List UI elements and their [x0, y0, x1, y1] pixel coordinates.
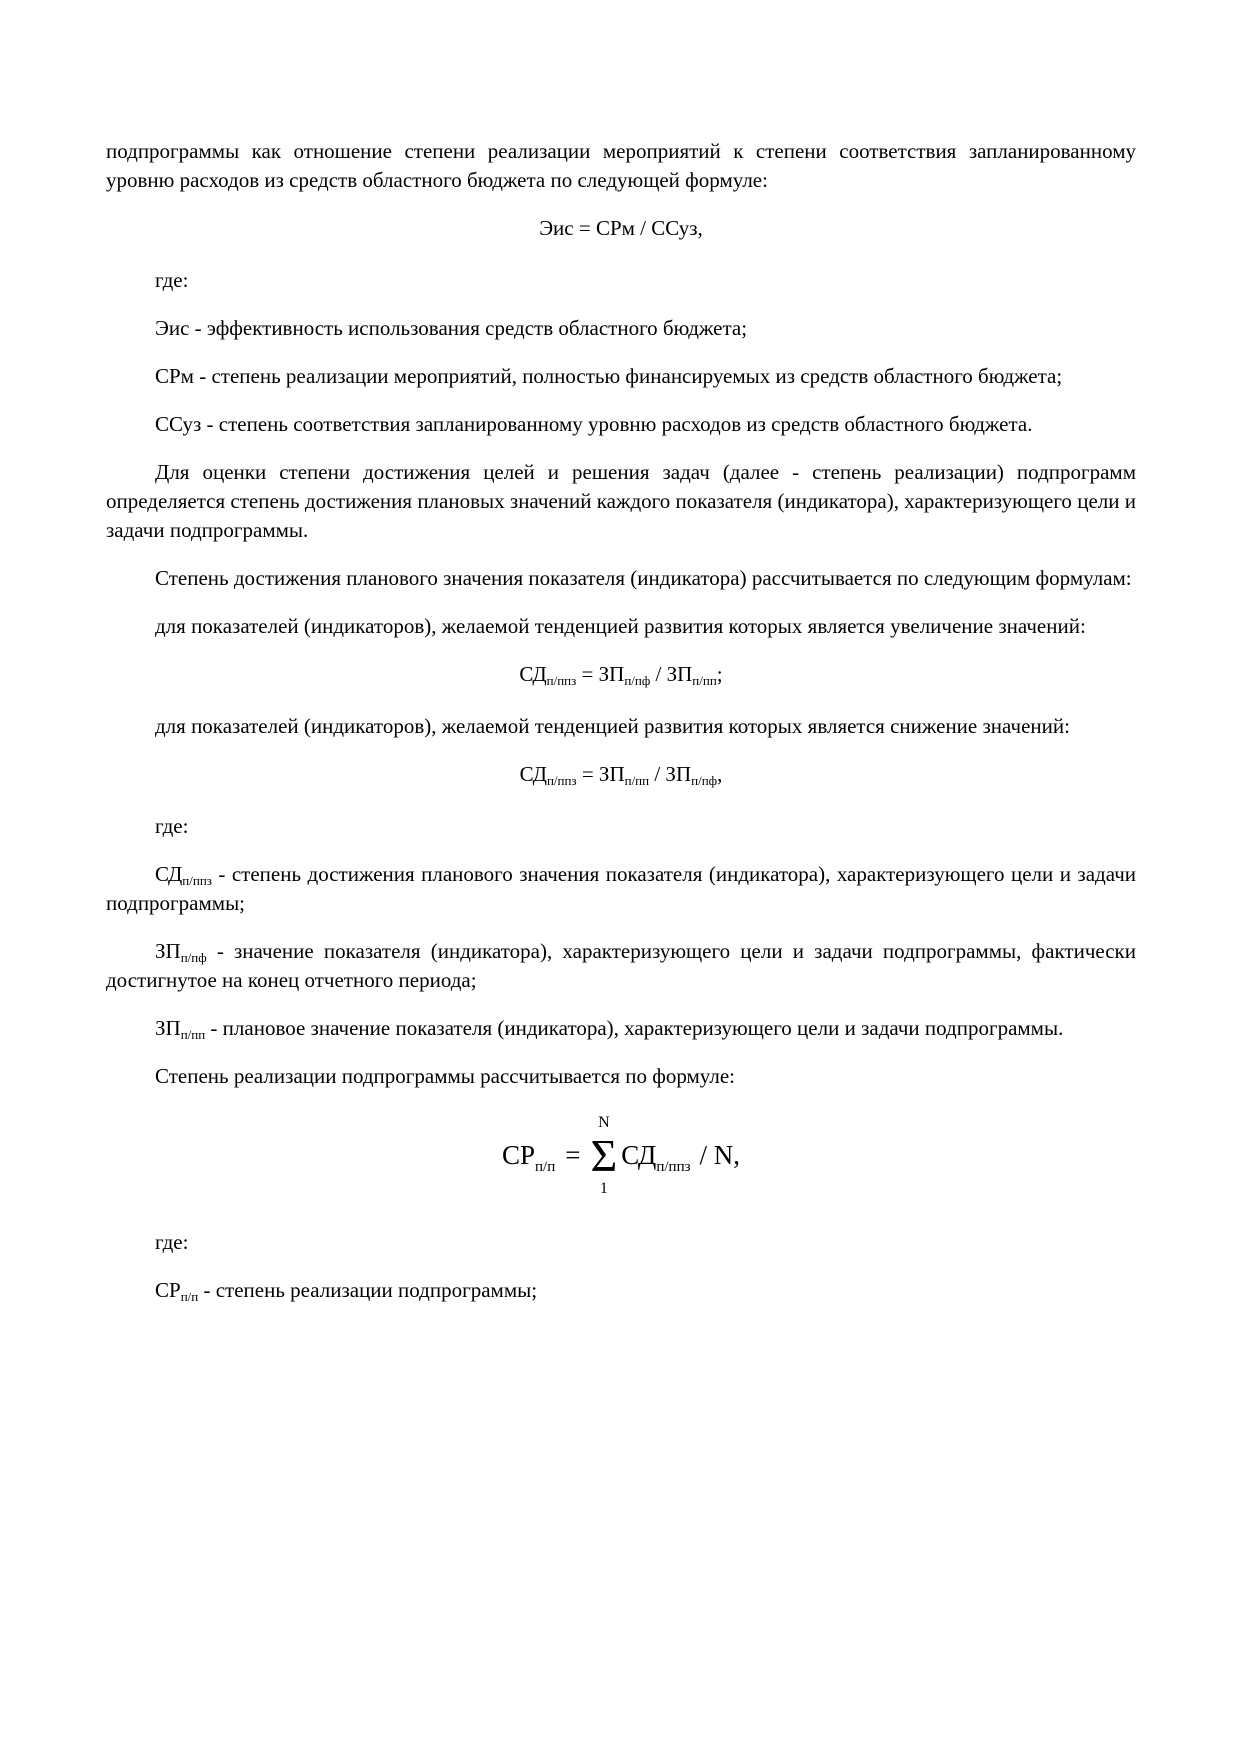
paragraph-snizhenie: для показателей (индикаторов), желаемой тенденцией развития которых является снижение значений:	[155, 714, 1070, 738]
paragraph-gde-3: где:	[155, 1230, 189, 1254]
definition-zp-pf	[106, 937, 1136, 995]
formula-subscript: п/пп	[692, 673, 717, 688]
term-base: ЗП	[155, 939, 181, 963]
formula-term: / ЗП	[649, 762, 692, 786]
summation-stack	[590, 1114, 617, 1198]
term-subscript: п/ппз	[656, 1159, 691, 1176]
equals-sign: =	[565, 1140, 581, 1171]
formula-term: = ЗП	[576, 762, 625, 786]
formula-subscript: п/ппз	[546, 773, 577, 788]
formula-sd-uvelichenie	[106, 660, 1136, 689]
term-subscript: п/ппз	[182, 873, 212, 888]
sigma-icon: Σ	[590, 1130, 618, 1181]
term-subscript: п/пф	[180, 950, 207, 965]
definition-text: - значение показателя (индикатора), характеризующего цели и задачи подпрограммы, фактически достигнутое на конец отчетного периода;	[106, 939, 1136, 992]
paragraph-intro: подпрограммы как отношение степени реализации мероприятий к степени соответствия запланированному уровню расходов из средств областного бюджета по следующей формуле:	[106, 139, 1136, 192]
paragraph-sr-intro: Степень реализации подпрограммы рассчитывается по формуле:	[155, 1064, 736, 1088]
formula-sd-snizhenie	[106, 760, 1136, 789]
definition-text: - плановое значение показателя (индикатора), характеризующего цели и задачи подпрограммы.	[205, 1016, 1064, 1040]
definition-text: - степень реализации подпрограммы;	[198, 1278, 538, 1302]
formula-term: ,	[717, 762, 723, 786]
summation-lower-limit: 1	[599, 1180, 608, 1197]
definition-ssuz: ССуз - степень соответствия запланированному уровню расходов из средств областного бюджета.	[155, 412, 1033, 436]
paragraph-uvelichenie: для показателей (индикаторов), желаемой тенденцией развития которых является увеличение значений:	[155, 614, 1086, 638]
term-base: СР	[155, 1278, 181, 1302]
paragraph-gde-1: где:	[155, 268, 189, 292]
formula-subscript: п/пф	[691, 773, 718, 788]
definition-sr	[106, 1276, 1136, 1305]
formula-term: СД	[519, 662, 547, 686]
definition-srm: СРм - степень реализации мероприятий, полностью финансируемых из средств областного бюджета;	[155, 364, 1063, 388]
definition-zp-pp	[106, 1014, 1136, 1043]
formula-subscript: п/пф	[624, 673, 651, 688]
formula-term: ;	[716, 662, 723, 686]
summation-upper-limit: N	[598, 1114, 610, 1131]
paragraph-stepen-dostizheniya: Степень достижения планового значения показателя (индикатора) рассчитывается по следующим формулам:	[155, 566, 1132, 590]
formula-eis: Эис = СРм / ССуз,	[539, 216, 703, 240]
term-base: ЗП	[155, 1016, 181, 1040]
term-subscript: п/п	[180, 1289, 199, 1304]
formula-subscript: п/пп	[624, 773, 650, 788]
definition-text: - степень достижения планового значения показателя (индикатора), характеризующего цели и задачи подпрограммы;	[106, 862, 1136, 915]
definition-eis: Эис - эффективность использования средств областного бюджета;	[155, 316, 748, 340]
formula-term: = ЗП	[576, 662, 625, 686]
term-base: СД	[621, 1140, 657, 1171]
term-base: СД	[155, 862, 183, 886]
term-base: СР	[501, 1140, 535, 1171]
definition-sd	[106, 860, 1136, 918]
term-subscript: п/п	[535, 1159, 556, 1176]
formula-term: / ЗП	[650, 662, 693, 686]
paragraph-ocenka: Для оценки степени достижения целей и решения задач (далее - степень реализации) подпрограмм определяется степень достижения плановых значений каждого показателя (индикатора), характеризующего цели и задачи подпрограммы.	[106, 460, 1136, 542]
formula-subscript: п/ппз	[546, 673, 577, 688]
formula-divisor: / N,	[699, 1140, 741, 1171]
formula-term-sr	[501, 1140, 556, 1176]
formula-term-sd	[621, 1140, 691, 1176]
formula-term: СД	[519, 762, 547, 786]
paragraph-gde-2: где:	[155, 814, 189, 838]
term-subscript: п/пп	[180, 1027, 206, 1042]
formula-sr-summation	[106, 1110, 1136, 1202]
